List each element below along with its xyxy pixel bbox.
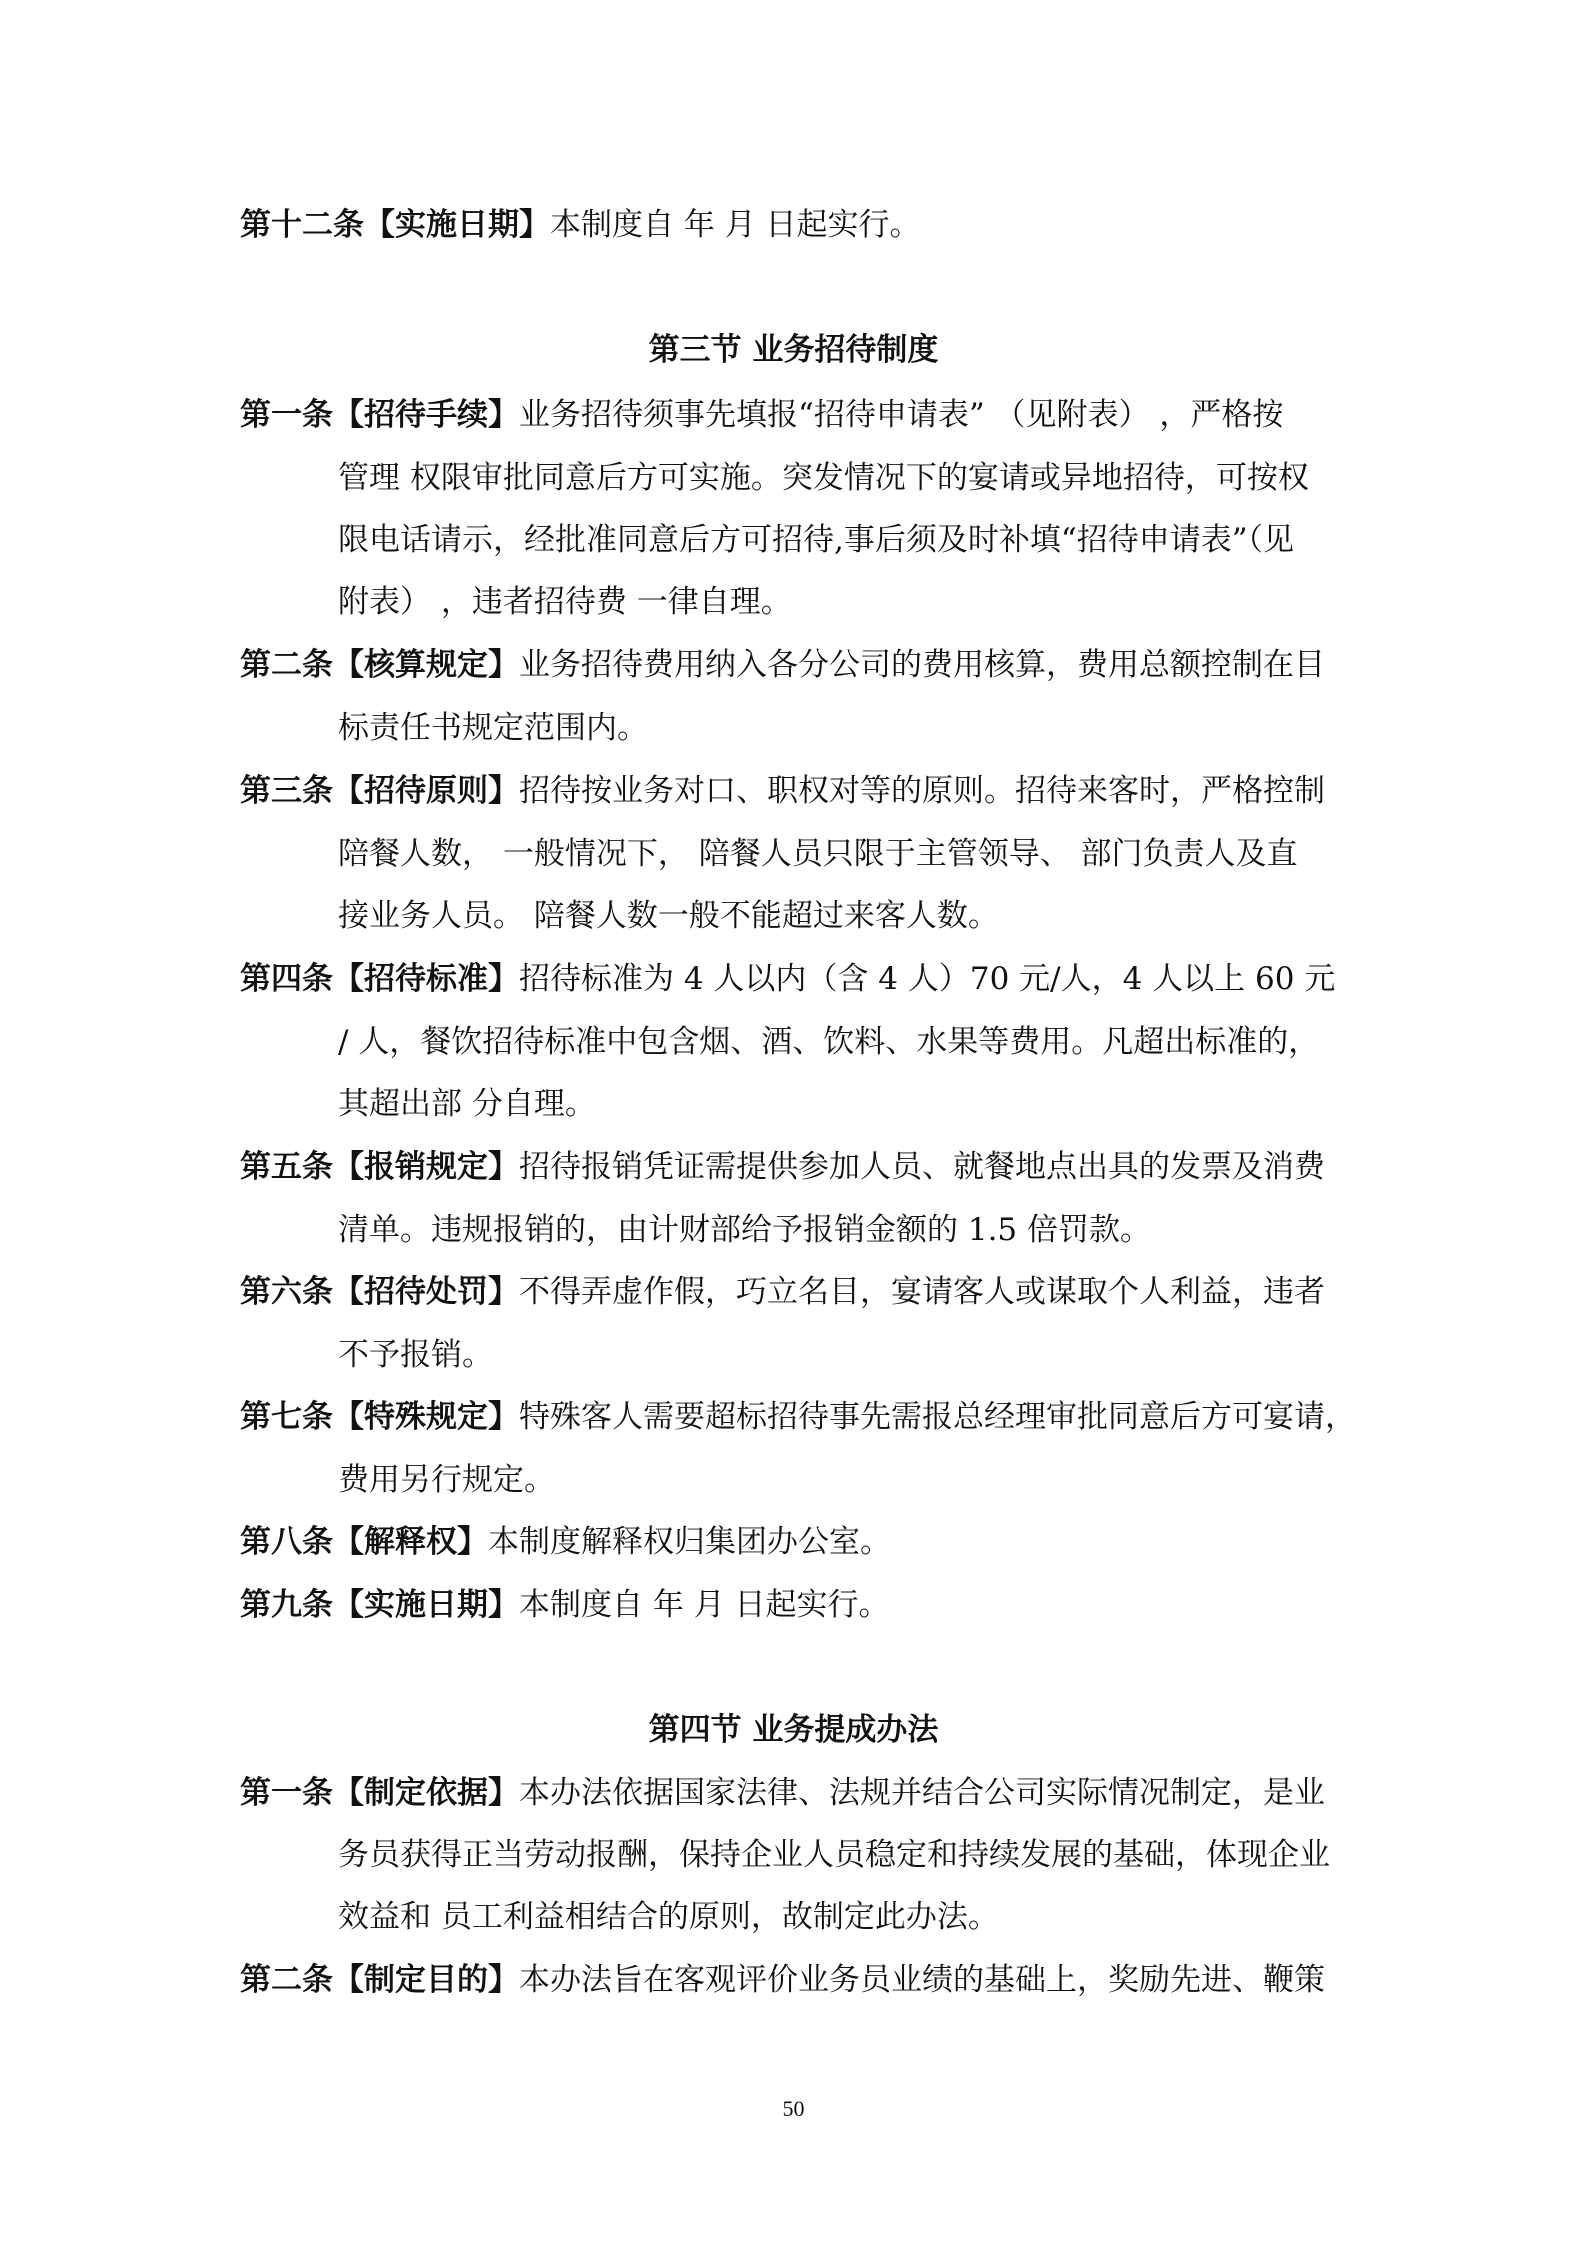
s3-article-7-line-2: 费用另行规定。: [338, 1462, 555, 1498]
s3-article-2-line-2: 标责任书规定范围内。: [338, 710, 648, 746]
s3-article-6: [240, 1272, 1350, 1312]
article-label: 第一条【招待手续】: [240, 397, 519, 433]
s3-article-3-line-2: 陪餐人数， 一般情况下， 陪餐人员只限于主管领导、 部门负责人及直: [338, 836, 1298, 872]
s3-article-1: [240, 395, 1350, 435]
article-text: 招待按业务对口、职权对等的原则。招待来客时，严格控制: [519, 773, 1325, 809]
article-text: 本办法旨在客观评价业务员业绩的基础上，奖励先进、鞭策: [519, 1962, 1325, 1998]
article-label: 第三条【招待原则】: [240, 773, 519, 809]
article-text: 本制度自 年 月 日起实行。: [519, 1587, 890, 1623]
section-3-heading: 第三节 业务招待制度: [648, 332, 939, 368]
article-text: 特殊客人需要超标招待事先需报总经理审批同意后方可宴请，: [519, 1399, 1356, 1435]
s4-article-1: [240, 1773, 1350, 1813]
s3-article-5: [240, 1147, 1350, 1187]
page-number: 50: [782, 2096, 805, 2121]
s4-article-1-line-3: 效益和 员工利益相结合的原则，故制定此办法。: [338, 1899, 999, 1935]
s3-article-7: [240, 1397, 1356, 1437]
s3-article-4-line-3: 其超出部 分自理。: [338, 1086, 596, 1122]
s3-article-3: [240, 771, 1350, 811]
article-12-effective-date: [240, 205, 1350, 245]
article-label: 第六条【招待处罚】: [240, 1274, 519, 1310]
s3-article-1-line-2: 管理 权限审批同意后方可实施。突发情况下的宴请或异地招待，可按权: [338, 460, 1309, 496]
article-text: 业务招待须事先填报“招待申请表” （见附表） ，严格按: [519, 397, 1284, 433]
article-label: 第十二条【实施日期】: [240, 207, 550, 243]
s4-article-1-line-2: 务员获得正当劳动报酬，保持企业人员稳定和持续发展的基础，体现企业: [338, 1837, 1330, 1873]
article-label: 第一条【制定依据】: [240, 1775, 519, 1811]
article-label: 第九条【实施日期】: [240, 1587, 519, 1623]
article-text: 本制度自 年 月 日起实行。: [550, 207, 921, 243]
article-label: 第七条【特殊规定】: [240, 1399, 519, 1435]
s3-article-4: [240, 959, 1350, 999]
s3-article-1-line-3: 限电话请示，经批准同意后方可招待,事后须及时补填“招待申请表”（见: [338, 522, 1295, 558]
s4-article-2: [240, 1960, 1350, 2000]
article-label: 第二条【核算规定】: [240, 647, 519, 683]
s3-article-9: [240, 1585, 1350, 1625]
s3-article-3-line-3: 接业务人员。 陪餐人数一般不能超过来客人数。: [338, 898, 999, 934]
article-label: 第五条【报销规定】: [240, 1149, 519, 1185]
s3-article-5-line-2: 清单。违规报销的，由计财部给予报销金额的 1.5 倍罚款。: [338, 1212, 1152, 1248]
article-text: 不得弄虚作假，巧立名目，宴请客人或谋取个人利益，违者: [519, 1274, 1325, 1310]
s3-article-2: [240, 645, 1350, 685]
s3-article-4-line-2: / 人，餐饮招待标准中包含烟、酒、饮料、水果等费用。凡超出标准的，: [338, 1024, 1320, 1060]
article-text: 本办法依据国家法律、法规并结合公司实际情况制定，是业: [519, 1775, 1325, 1811]
article-text: 招待报销凭证需提供参加人员、就餐地点出具的发票及消费: [519, 1149, 1325, 1185]
article-label: 第四条【招待标准】: [240, 961, 519, 997]
s3-article-6-line-2: 不予报销。: [338, 1337, 493, 1373]
article-text: 本制度解释权归集团办公室。: [488, 1524, 891, 1560]
s3-article-8: [240, 1522, 1350, 1562]
section-4-heading: 第四节 业务提成办法: [648, 1712, 939, 1748]
article-text: 业务招待费用纳入各分公司的费用核算，费用总额控制在目: [519, 647, 1325, 683]
article-label: 第八条【解释权】: [240, 1524, 488, 1560]
s3-article-1-line-4: 附表） ，违者招待费 一律自理。: [338, 584, 792, 620]
article-text: 招待标准为 4 人以内（含 4 人）70 元/人，4 人以上 60 元: [519, 961, 1336, 997]
article-label: 第二条【制定目的】: [240, 1962, 519, 1998]
